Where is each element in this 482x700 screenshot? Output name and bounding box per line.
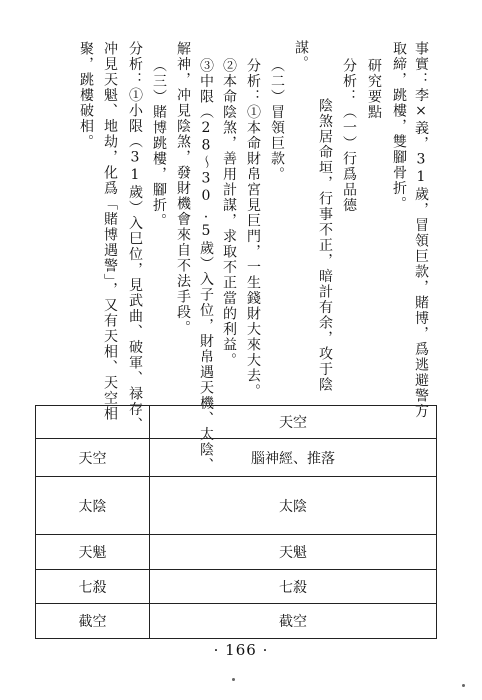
table-row	[36, 570, 437, 604]
text-column: 研究要點	[366, 58, 382, 120]
text-column: 分析：①本命財帛宮見巨門，一生錢財大來大去。	[245, 58, 261, 399]
table-cell-left: 太陰	[36, 477, 150, 535]
scan-speck	[462, 684, 465, 687]
scan-speck	[232, 678, 235, 681]
text-column: （二）冒領巨款。	[269, 58, 285, 182]
text-column: 解神，冲見陰煞，發財機會來自不法手段。	[175, 41, 191, 336]
table-cell-left: 七殺	[36, 570, 150, 604]
table-row	[36, 604, 437, 639]
text-column: 取締，跳樓，雙腳骨折。	[391, 41, 407, 212]
text-column: （三）賭博跳樓，腳折。	[151, 58, 167, 229]
table-cell-left: 截空	[36, 604, 150, 639]
table-cell-right: 腦神經、推落	[150, 439, 437, 477]
table-cell-left: 天空	[36, 439, 150, 477]
table-row	[36, 477, 437, 535]
table-cell-left: 天魁	[36, 535, 150, 570]
text-column: 事實：李×義，31歲，冒領巨款，賭博，爲逃避警方	[413, 41, 429, 419]
text-column: 陰煞居命垣，行事不正，暗計有余，攻于陰	[317, 98, 333, 393]
table-row	[36, 535, 437, 570]
table-cell-right: 截空	[150, 604, 437, 639]
astrology-star-table	[35, 405, 437, 639]
table-cell-right: 天空	[150, 406, 437, 439]
text-column: 分析：（一）行爲品德	[341, 58, 357, 213]
table-cell-left	[36, 406, 150, 439]
table-row	[36, 439, 437, 477]
text-column: 分析：①小限（31歲）入巳位，見武曲、破軍、禄存、	[127, 41, 143, 433]
text-column: 聚，跳樓破相。	[78, 41, 94, 150]
table-row	[36, 406, 437, 439]
text-column: 謀。	[293, 40, 309, 71]
table-cell-right: 太陰	[150, 477, 437, 535]
text-column: ③中限（28～30.5歲）入子位，財帛遇天機、太陰、	[198, 58, 214, 473]
table-cell-right: 七殺	[150, 570, 437, 604]
table-cell-right: 天魁	[150, 535, 437, 570]
text-column: ②本命陰煞，善用計謀，求取不正當的利益。	[221, 58, 237, 368]
page-number: · 166 ·	[213, 641, 269, 659]
text-column: 冲見天魁、地劫，化爲「賭博遇警」，又有天相、天空相	[102, 41, 118, 422]
